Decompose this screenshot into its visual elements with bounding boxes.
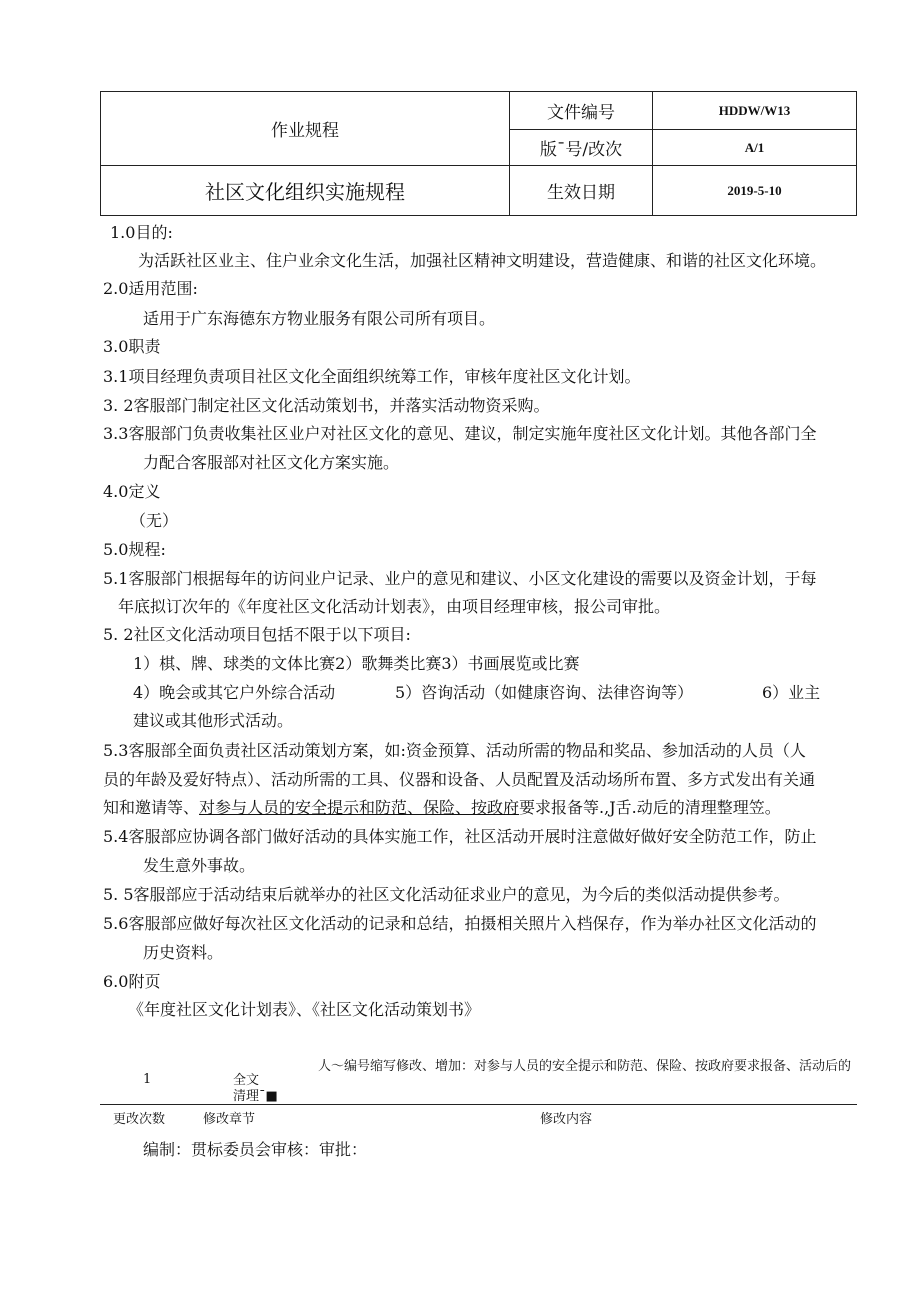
section-3-1: 3.1项目经理负责项目社区文化全面组织统筹工作，审核年度社区文化计划。: [103, 367, 641, 386]
doc-type: 作业规程: [271, 121, 339, 141]
section-6-heading: 6.0附页: [103, 972, 161, 991]
revision-col-content: 修改内容: [540, 1112, 593, 1127]
doc-title: 社区文化组织实施规程: [205, 180, 405, 204]
section-5-4-line2: 发生意外事故。: [143, 856, 256, 875]
section-5-3-line3: [103, 795, 781, 818]
section-3-2: 3. 2客服部门制定社区文化活动策划书，并落实活动物资采购。: [103, 396, 550, 415]
revision-chapter-line2: 清理ˉ■: [233, 1089, 278, 1104]
section-5-3-underlined: 对参与人员的安全提示和防范、保险、按政府: [199, 798, 520, 817]
section-5-6-line1: 5.6客服部应做好每次社区文化活动的记录和总结，拍摄相关照片入档保存，作为举办社区文化活动的: [103, 914, 817, 933]
section-5-2-item-6: 6）业主: [762, 683, 821, 702]
revision-count: 1: [143, 1072, 152, 1087]
effective-date-value: 2019-5-10: [727, 182, 782, 198]
section-3-heading: 3.0职责: [103, 337, 161, 356]
header-table: [100, 91, 857, 216]
file-no-value: HDDW/W13: [718, 102, 791, 118]
revision-note: 人～编号缩写修改、增加：对参与人员的安全提示和防范、保险、按政府要求报备、活动后的: [318, 1059, 852, 1074]
section-5-5: 5. 5客服部应于活动结束后就举办的社区文化活动征求业户的意见，为今后的类似活动提供参考。: [103, 885, 790, 904]
section-1-heading: 1.0目的:: [110, 223, 173, 242]
section-2-text: 适用于广东海德东方物业服务有限公司所有项目。: [143, 309, 496, 328]
section-5-2-item-6-cont: 建议或其他形式活动。: [133, 711, 294, 730]
revision-chapter-line1: 全文: [233, 1073, 260, 1088]
section-4-heading: 4.0定义: [103, 482, 161, 501]
section-6-text: 《年度社区文化计划表》、《社区文化活动策划书》: [128, 1000, 481, 1019]
version-label: 版ˉ号/改次: [539, 140, 623, 160]
revision-divider: [100, 1104, 857, 1105]
signoff-line: 编制：贯标委员会审核：审批：: [143, 1140, 368, 1159]
section-5-3-text-a: 知和邀请等、: [103, 798, 200, 817]
section-5-3-line2: 员的年龄及爱好特点）、活动所需的工具、仪器和设备、人员配置及活动场所布置、多方式发出有关通: [103, 770, 816, 789]
section-3-3-line1: 3.3客服部门负责收集社区业户对社区文化的意见、建议，制定实施年度社区文化计划。其他各部门全: [103, 424, 817, 443]
file-no-label: 文件编号: [547, 103, 615, 123]
section-1-text: 为活跃社区业主、住户业余文化生活，加强社区精神文明建设，营造健康、和谐的社区文化环境。: [138, 251, 827, 270]
section-3-3-line2: 力配合客服部对社区文化方案实施。: [143, 453, 400, 472]
section-2-heading: 2.0适用范围:: [103, 279, 198, 298]
revision-col-count: 更改次数: [113, 1112, 166, 1127]
section-5-heading: 5.0规程:: [103, 540, 166, 559]
section-4-text: （无）: [130, 511, 179, 530]
section-5-2-items-1-3: 1）棋、牌、球类的文体比赛2）歌舞类比赛3）书画展览或比赛: [133, 654, 580, 673]
section-5-3-line1: 5.3客服部全面负责社区活动策划方案，如:资金预算、活动所需的物品和奖品、参加活动的人员（人: [103, 741, 806, 760]
section-5-2-item-4: 4）晚会或其它户外综合活动: [133, 683, 336, 702]
revision-col-chapter: 修改章节: [203, 1112, 256, 1127]
version-value: A/1: [744, 139, 765, 155]
section-5-3-text-b: 要求报备等.,J舌.动卮的清理整理笠。: [519, 798, 781, 817]
effective-date-label: 生效日期: [547, 183, 615, 203]
section-5-1-line1: 5.1客服部门根据每年的访问业户记录、业户的意见和建议、小区文化建设的需要以及资金计划，于每: [103, 569, 817, 588]
section-5-6-line2: 历史资料。: [143, 943, 224, 962]
section-5-1-line2: 年底拟订次年的《年度社区文化活动计划表》，由项目经理审核，报公司审批。: [118, 597, 671, 616]
section-5-2: 5. 2社区文化活动项目包括不限于以下项目:: [103, 625, 411, 644]
section-5-2-item-5: 5）咨询活动（如健康咨询、法律咨询等）: [395, 683, 694, 702]
section-5-4-line1: 5.4客服部应协调各部门做好活动的具体实施工作，社区活动开展时注意做好做好安全防范工作，防止: [103, 827, 817, 846]
